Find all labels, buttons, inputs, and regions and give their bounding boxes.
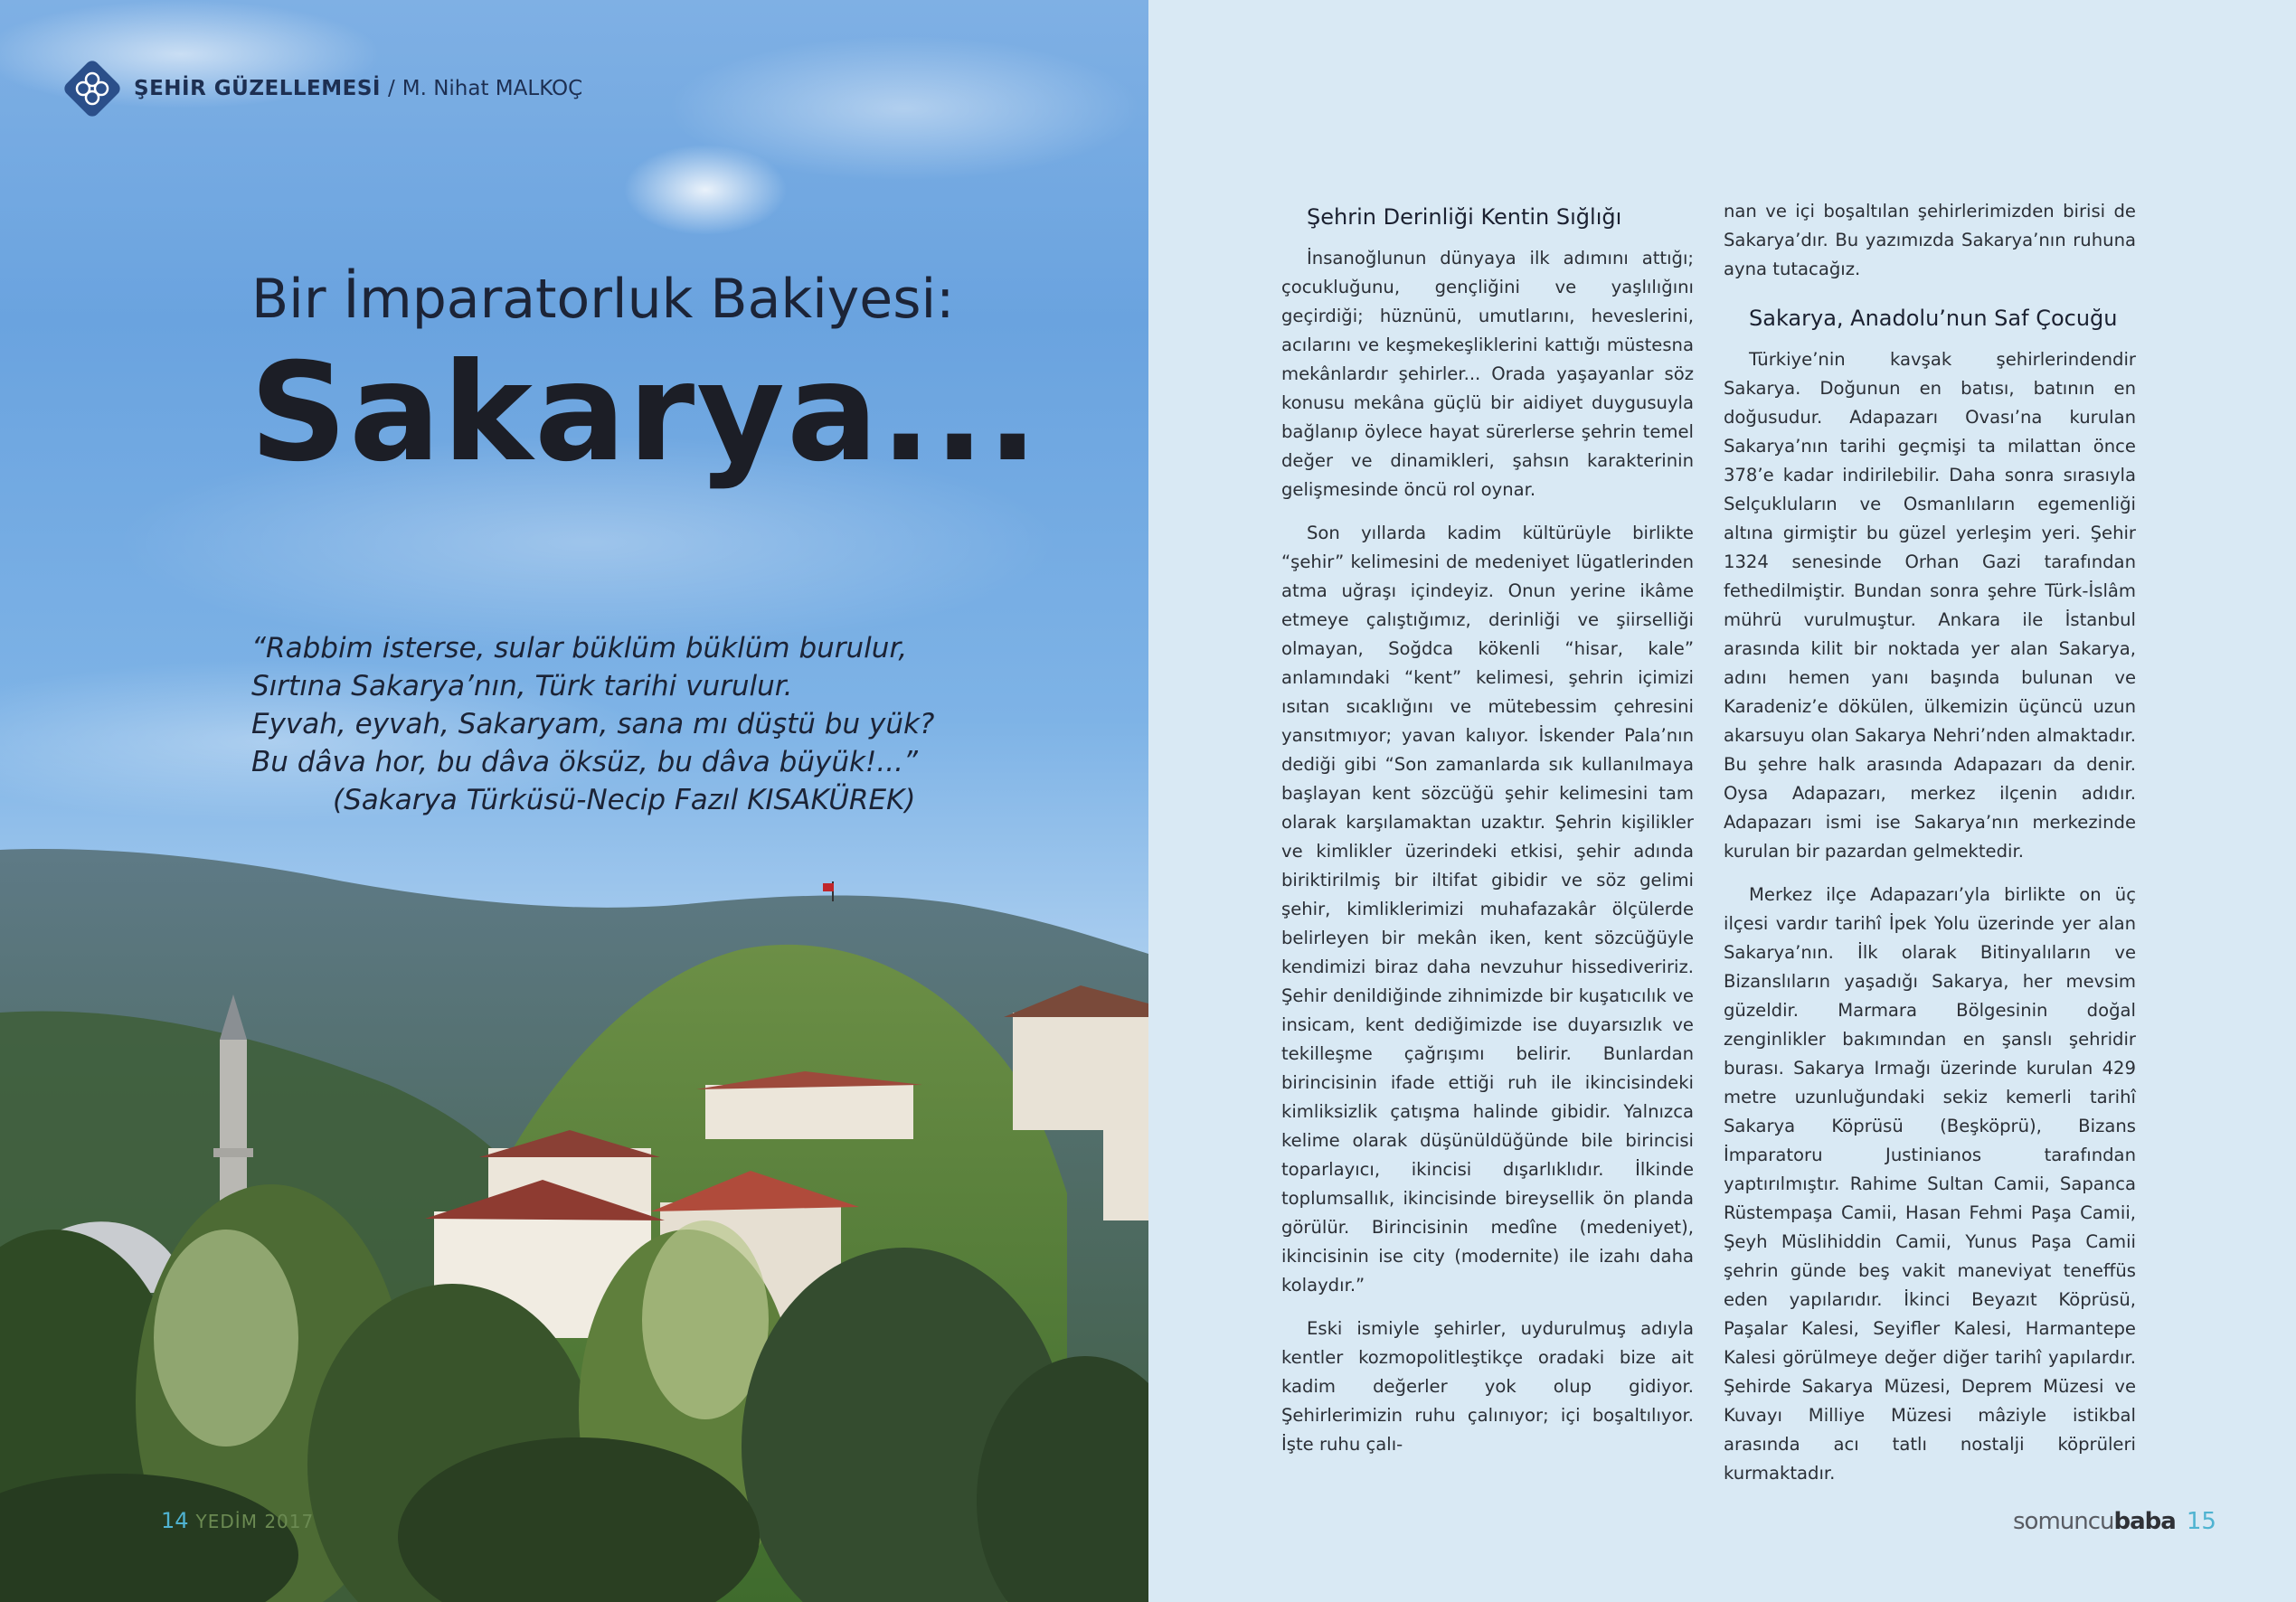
page-number: 14 <box>161 1508 189 1533</box>
right-page <box>1148 0 2296 1602</box>
epigraph-poem <box>251 629 934 819</box>
poem-attribution: (Sakarya Türküsü-Necip Fazıl KISAKÜREK) <box>333 784 916 816</box>
author-name: M. Nihat MALKOÇ <box>402 77 583 100</box>
section-heading: Şehrin Derinliği Kentin Sığlığı <box>1307 204 1622 230</box>
page-footer-right <box>2013 1508 2216 1535</box>
paragraph: Merkez ilçe Adapazarı’yla birlikte on üç ilçesi vardır tarihî İpek Yolu üzerinde yer alan Sakarya’nın. İlk olarak Bitinyalıların ve Bizanslıların yaşadığı Sakarya, her mevsim güzeldir. Marmara Bölgesinin doğal zenginlikler bakımından en şanslı şehridir burası. Sakarya Irmağı üzerinde kurulan 429 metre uzunluğundaki sekiz kemerli tarihî Sakarya Köprüsü (Beşköprü), Bizans İmparatoru Justinianos tarafından yaptırılmıştır. Rahime Sultan Camii, Sapanca Rüstempaşa Camii, Hasan Fehmi Paşa Camii, Şeyh Müslihiddin Camii, Yunus Paşa Camii şehrin günde beş vakit maneviyat teneffüs eden yapılarıdır. İkinci Beyazıt Köprüsü, Paşalar Kalesi, Seyifler Kalesi, Harmantepe Kalesi görülmeye değer diğer tarihî yapılardır. Şehirde Sakarya Müzesi, Deprem Müzesi ve Kuvayı Milliye Müzesi mâziyle istikbal arasında acı tatlı nostalji köprüleri kurmaktadır. <box>1724 884 2136 1484</box>
page-number: 15 <box>2186 1508 2216 1535</box>
issue-label: YEDİM 2017 <box>195 1511 315 1532</box>
diamond-logo-icon <box>61 58 123 119</box>
magazine-name-bold: baba <box>2113 1508 2176 1535</box>
text-column-2 <box>1724 197 2136 1503</box>
paragraph: İnsanoğlunun dünyaya ilk adımını attığı; çocukluğunu, gençliğini ve yaşlılığını geçirdiği; hüznünü, umutlarını, heveslerini, acılarını ve keşmekeşliklerini kattığı müstesna mekânlardır şehirler... Orada yaşayanlar söz konusu mekâna güçlü bir aidiyet duygusuyla bağlanıp öylece hayat sürerlerse şehrin temel değer ve dinamikleri, şahsın karakterinin gelişmesinde öncü rol oynar. <box>1281 248 1694 500</box>
poem-line: Eyvah, eyvah, Sakaryam, sana mı düştü bu yük? <box>251 708 935 740</box>
paragraph: Türkiye’nin kavşak şehirlerindendir Sakarya. Doğunun en batısı, batının en doğusudur. Adapazarı Ovası’na kurulan Sakarya’nın tarihi geçmişi ta milattan önce 378’e kadar indirilebilir. Daha sonra sırasıyla Selçukluların ve Osmanlıların egemenliği altına girmiştir bu güzel yerleşim yeri. Şehir 1324 senesinde Orhan Gazi tarafından fethedilmiştir. Bundan sonra şehre Türk-İslâm mührü vurulmuştur. Ankara ile İstanbul arasında kilit bir noktada yer alan Sakarya, adını hemen yanı başında bulunan ve Karadeniz’e dökülen, ülkemizin üçüncü uzun akarsuyu olan Sakarya Nehri’nden almaktadır. Bu şehre halk arasında Adapazarı da denir. Oysa Adapazarı, merkez ilçenin adıdır. Adapazarı ismi ise Sakarya’nın merkezinde kurulan bir pazardan gelmektedir. <box>1724 349 2136 862</box>
poem-line: “Rabbim isterse, sular büklüm büklüm burulur, <box>251 632 908 664</box>
magazine-name <box>2013 1508 2176 1535</box>
section-name: ŞEHİR GÜZELLEMESİ <box>134 77 381 100</box>
paragraph: Eski ismiyle şehirler, uydurulmuş adıyla kentler kozmopolitleştikçe oradaki bize ait kadim değerler yok olup gidiyor. Şehirlerimizin ruhu çalınıyor; içi boşaltılıyor. İşte ruhu çalı- <box>1281 1318 1694 1455</box>
magazine-name-light: somuncu <box>2013 1508 2114 1535</box>
section-header <box>61 58 582 119</box>
poem-line: Bu dâva hor, bu dâva öksüz, bu dâva büyük!...” <box>251 746 918 778</box>
paragraph: nan ve içi boşaltılan şehirlerimizden birisi de Sakarya’dır. Bu yazımızda Sakarya’nın ruhuna ayna tutacağız. <box>1724 201 2136 279</box>
page-footer-left <box>161 1508 314 1533</box>
header-separator: / <box>388 77 395 100</box>
article-subtitle: Bir İmparatorluk Bakiyesi: <box>251 268 955 331</box>
article-title: Sakarya... <box>250 335 1041 492</box>
poem-line: Sırtına Sakarya’nın, Türk tarihi vurulur. <box>251 670 793 702</box>
text-column-1 <box>1281 197 1694 1474</box>
section-heading: Sakarya, Anadolu’nun Saf Çocuğu <box>1749 306 2118 331</box>
paragraph: Son yıllarda kadim kültürüyle birlikte “şehir” kelimesini de medeniyet lügatlerinden atma uğraşı içindeyiz. Onun yerine ikâme etmeye çalıştığımız, derinliği ve şiirselliği olmayan, Soğdca kökenli “hisar, kale” anlamındaki “kent” kelimesi, şehrin içimizi ısıtan sıcaklığını ve mütebessim çehresini yansıtmıyor; yavan kalıyor. İskender Pala’nın dediği gibi “Son zamanlarda sık kullanılmaya başlayan kent sözcüğü şehir kelimesini tam olarak karşılamaktan uzaktır. Şehrin kişilikler ve kimlikler üzerindeki etkisi, şehir adında biriktirilmiş bir iltifat gibidir ve söz gelimi şehir, kimliklerimizi muhafazakâr ölçülerde belirleyen bir mekân iken, kent sözcüğüyle kendimizi biraz daha nevzuhur hissediveririz. Şehir denildiğinde zihnimizde bir kuşatıcılık ve insicam, kent dediğimizde ise duyarsızlık ve tekilleşme çağrışımı belirir. Bunlardan birincisinin ifade ettiği ruh ile ikincisindeki kimliksizlik çatışma halinde gibidir. Yalnızca kelime olarak düşünüldüğünde bile birincisi toparlayıcı, ikincisi dışarlıklıdır. İlkinde toplumsallık, ikincisinde bireysellik ön planda görülür. Birincisinin medîne (medeniyet), ikincisinin ise city (modernite) ile izahı daha kolaydır.” <box>1281 523 1694 1296</box>
